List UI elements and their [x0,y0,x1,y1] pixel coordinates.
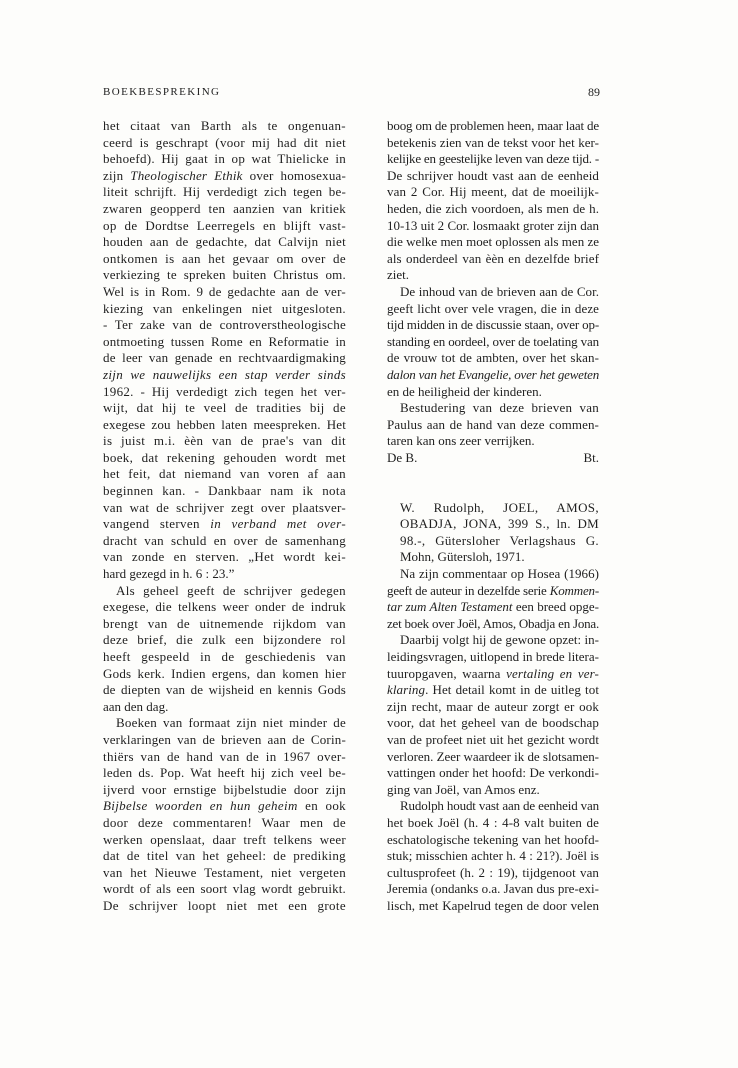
left-text-column [103,118,346,915]
text-line [103,765,346,782]
text-line [387,334,599,351]
text-line [387,301,599,318]
review-body [387,566,599,914]
text-run: 1962. - Hij verdedigt zich tegen het ver- [103,383,347,399]
text-line [387,616,599,633]
text-run: tuuropgaven, waarna [387,665,507,681]
italic-text-run: klaring [387,682,426,698]
text-line [387,400,599,417]
paragraph [387,566,599,632]
text-run: De schrijver loopt niet met een grote [103,897,346,913]
text-line [400,500,599,517]
text-run: De inhoud van de brieven aan de Cor. [400,283,599,299]
text-run: verloren. Zeer waardeer ik de slotsamen- [387,748,599,764]
text-run: leden ds. Pop. Wat heeft hij zich veel be- [103,765,346,781]
text-line [387,699,599,716]
paragraph [103,583,346,716]
text-line [400,533,599,550]
text-line [387,251,599,268]
text-line [103,749,346,766]
text-line [387,433,599,450]
text-line [387,317,599,334]
text-run: ijverd voor ernstige bijbelstudie door zijn [103,781,346,797]
text-line [103,184,346,201]
text-run: stuk; misschien achter h. 4 : 21?). Joël is [387,848,599,864]
text-line [387,218,599,235]
paragraph [103,715,346,914]
text-line [387,135,599,152]
text-run: zet boek over Joël, Amos, Obadja en Jona. [387,615,599,631]
text-line [103,715,346,732]
text-line [103,334,346,351]
text-line [387,798,599,815]
text-line [103,549,346,566]
paragraph [103,118,346,583]
text-run: door deze commentaren! Waar men de [103,814,346,830]
text-run: van 2 Cor. Hij meent, dat de moeilijk- [387,184,599,200]
text-run: - Ter zake van de controverstheologische [103,317,346,333]
text-line [103,815,346,832]
text-run: 10-13 uit 2 Cor. losmaakt groter zijn dan [387,217,599,233]
text-run: en ook [297,798,346,814]
text-run: die welke men moet oplossen als men ze [387,234,599,250]
text-line [387,417,599,434]
text-run: dracht van schuld en over de samenhang [103,532,346,548]
text-line [103,599,346,616]
text-line [387,168,599,185]
text-line [103,417,346,434]
italic-text-run: dalon van het Evangelie, over het geweten [387,366,599,382]
text-line [387,201,599,218]
text-line [103,583,346,600]
italic-text-run: Bijbelse woorden en hun geheim [103,798,298,814]
text-line [103,384,346,401]
text-run: als onderdeel van èèn en dezelfde brief [387,250,600,266]
text-run: betekenis zien van de tekst voor het ker- [387,134,599,150]
paragraph [387,798,599,914]
text-run: het boek Joël (h. 4 : 4-8 valt buiten de [387,814,599,830]
text-line [387,583,599,600]
text-line [103,533,346,550]
text-run: De schrijver houdt vast aan de eenheid [387,167,599,183]
paragraph [387,400,599,450]
paragraph [387,632,599,798]
text-run: beginnen kan. - Dankbaar nam ik nota [103,483,346,499]
text-line [400,549,599,566]
text-line [387,832,599,849]
text-line [387,118,599,135]
text-run: Na zijn commentaar op Hosea (1966) [400,566,599,582]
text-line [387,350,599,367]
text-run: van zonde en sterven. „Het wordt kei- [103,549,346,565]
paragraph [387,118,599,284]
text-run: eschatologische tekening van het hoofd- [387,831,599,847]
text-line [103,881,346,898]
text-run: is juist m.i. èèn van de prae's van dit [103,433,346,449]
text-run: boog om de problemen heen, maar laat de [387,118,599,133]
text-line [103,251,346,268]
text-line [103,118,346,135]
text-run: deze brief, die zulk een bijzondere rol [103,632,346,648]
text-run: kelijke en geestelijke leven van deze tijd. - [387,151,599,167]
text-run: en de heiligheid der kinderen. [387,383,542,399]
italic-text-run: zijn we nauwelijks een stap verder sinds [103,366,346,382]
text-line [387,898,599,915]
text-line [387,715,599,732]
text-run: het feit, dat niemand van voren af aan [103,466,346,482]
text-line [387,384,599,401]
text-line [387,367,599,384]
text-run: ging van Joël, van Amos enz. [387,781,540,797]
text-run: liteit schrijft. Hij verdedigt zich tegen be- [103,184,347,200]
text-run: exegese, die telkens weer onder de indruk [103,599,346,615]
text-line [103,400,346,417]
text-run: heden, die zich voordoen, als men de h. [387,200,599,216]
text-line [387,284,599,301]
text-line [103,367,346,384]
text-line [103,832,346,849]
text-run: thiërs van de hand van de in 1967 over- [103,748,346,764]
text-run: 98.-, Gütersloher Verlagshaus G. [400,532,599,548]
review-continuation [387,118,599,450]
text-line [103,433,346,450]
text-run: boek, dat rekening gehouden wordt met [103,449,346,465]
text-line [387,666,599,683]
text-line [387,848,599,865]
text-run: lisch, met Kapelrud tegen de door velen [387,897,599,913]
text-line [387,682,599,699]
text-line [387,267,599,284]
text-line [387,234,599,251]
text-line [387,865,599,882]
text-run: ontmoeting tussen Rome en Reformatie in [103,333,346,349]
text-line [387,151,599,168]
text-line [103,284,346,301]
text-run: de diepten van de wijsheid en kennis Gods [103,682,346,698]
text-line [103,699,346,716]
text-run: Boeken van formaat zijn niet minder de [116,715,346,731]
text-line [103,898,346,915]
text-line [103,483,346,500]
text-run: tijd midden in de discussie staan, over op- [387,317,599,333]
text-line [387,184,599,201]
text-run: de leer van genade en rechtvaardigmaking [103,350,346,366]
text-run: geeft de auteur in dezelfde serie [387,582,550,598]
text-run: aan den dag. [103,698,169,714]
text-run: Jeremia (ondanks o.a. Javan dus pre-exi- [387,881,600,897]
text-line [387,649,599,666]
text-line [387,765,599,782]
running-head [103,84,600,100]
text-run: exegese zou hebben laten meespreken. Het [103,416,346,432]
text-run: vattingen onder het hoofd: De verkondi- [387,765,599,781]
text-line [103,350,346,367]
text-run: houden aan de gedachte, dat Calvijn niet [103,234,346,250]
text-line [387,732,599,749]
text-line [103,666,346,683]
text-line [103,732,346,749]
text-run: zijn [103,167,131,183]
review-signature [387,450,599,467]
text-run: zwaren geopperd ten aanzien van kritiek [103,200,346,216]
text-run: Gods kerk. Indien ergens, dan komen hier [103,665,346,681]
text-line [387,632,599,649]
text-run: verklaringen van de brieven aan de Corin- [103,731,346,747]
text-run: Paulus aan de hand van deze commen- [387,416,599,432]
text-line [103,649,346,666]
text-run: over homosexua- [242,167,346,183]
text-line [387,881,599,898]
text-line [103,201,346,218]
paragraph [400,500,599,566]
text-line [103,168,346,185]
text-line [103,218,346,235]
italic-text-run: in verband met over- [210,516,346,532]
text-line [387,566,599,583]
text-run: . Het detail komt in de uitleg tot [425,682,599,698]
signature-reviewer-right: Bt. [583,449,599,465]
text-run: wordt of als een soort vlag wordt gebruikt. [103,881,346,897]
italic-text-run: Theologischer Ethik [130,167,243,183]
text-run: Daarbij volgt hij de gewone opzet: in- [400,632,599,648]
text-line [103,798,346,815]
text-run: van de profeet niet uit het gezicht wordt [387,731,599,747]
text-run: standing en oordeel, over de toelating van [387,333,599,349]
text-run: Rudolph houdt vast aan de eenheid van [400,798,599,814]
text-run: behoefd). Hij gaat in op wat Thielicke in [103,151,346,167]
text-run: van het Nieuwe Testament, niet vergeten [103,864,346,880]
text-run: taren kan ons zeer verrijken. [387,433,535,449]
text-run: Mohn, Gütersloh, 1971. [400,549,525,565]
italic-text-run: vertaling en ver- [506,665,600,681]
paragraph [387,284,599,400]
text-run: ziet. [387,267,410,283]
text-run: zijn recht, maar de auteur zorgt er ook [387,698,599,714]
text-line [103,151,346,168]
text-line [103,682,346,699]
text-line [103,135,346,152]
text-line [103,632,346,649]
text-run: van wat de schrijver zegt over plaatsver- [103,499,346,515]
text-run: vangend sterven [103,516,211,532]
text-run: een breed opge- [512,599,599,615]
text-line [400,516,599,533]
text-run: Als geheel geeft de schrijver gedegen [116,582,346,598]
italic-text-run: tar zum Alten Testament [387,599,513,615]
text-run: geeft licht over vele vragen, die in deze [387,300,599,316]
text-run: op de Dordtse Leerregels en blijft vast- [103,217,346,233]
text-line [103,516,346,533]
text-line [387,599,599,616]
text-line [103,500,346,517]
text-line [103,234,346,251]
text-line [103,317,346,334]
right-text-column [387,118,599,915]
text-line [103,782,346,799]
text-line [387,749,599,766]
text-run: ontkomen is aan het gevaar om over de [103,250,347,266]
section-title: BOEKBESPREKING [103,86,221,98]
text-run: wijt, dat hij te veel de tradities bij de [103,400,346,416]
italic-text-run: Kommen- [549,582,599,598]
text-line [103,301,346,318]
text-line [103,267,346,284]
text-run: Bestudering van deze brieven van [400,400,599,416]
text-run: het citaat van Barth als te ongenuan- [103,118,346,133]
text-line [103,865,346,882]
text-run: de vrouw tot de ambten, over het skan- [387,350,599,366]
page-number: 89 [588,85,600,99]
text-run: brengt van de uitnemende rijkdom van [103,615,346,631]
text-run: werken openslaat, daar treft telkens weer [103,831,346,847]
text-run: verkiezing te spreken buiten Christus om. [103,267,346,283]
book-citation [387,500,599,566]
text-run: OBADJA, JONA, 399 S., ln. DM [400,516,599,532]
text-run: heeft gespeeld in de geschiedenis van [103,649,346,664]
text-run: leidingsvragen, uitlopend in brede litera- [387,649,599,664]
text-line [387,815,599,832]
text-run: voor, dat het geheel van de boodschap [387,715,600,731]
text-line [103,450,346,467]
text-line [103,848,346,865]
text-run: cultusprofeet (h. 2 : 19), tijdgenoot van [387,864,599,880]
text-run: kiezing van enkelingen niet uitgesloten. [103,300,346,316]
text-line [103,566,346,583]
signature-reviewer-left: De B. [387,449,418,465]
text-line [387,782,599,799]
text-run: Wel is in Rom. 9 de gedachte aan de ver- [103,283,346,299]
text-line [103,616,346,633]
text-line [103,466,346,483]
text-run: dat de titel van het geheel: de prediking [103,848,346,864]
text-run: ceerd is geschrapt (voor mij had dit niet [103,134,346,150]
text-run: hard gezegd in h. 6 : 23.” [103,566,235,582]
text-run: W. Rudolph, JOEL, AMOS, [400,499,599,515]
